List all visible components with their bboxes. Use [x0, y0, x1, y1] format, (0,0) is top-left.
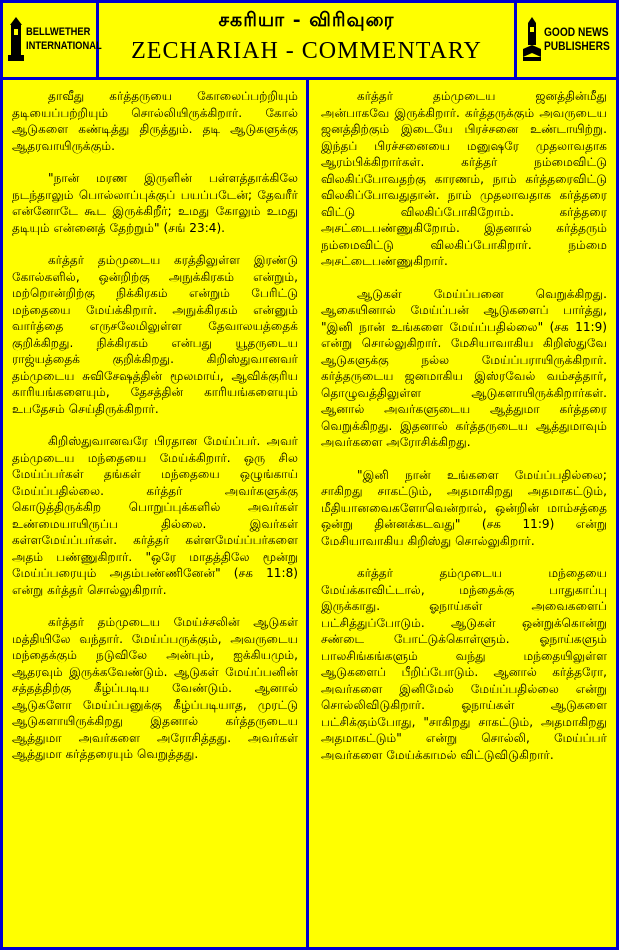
title-english: ZECHARIAH - COMMENTARY — [131, 38, 482, 64]
publisher-logo-right — [514, 3, 616, 77]
paragraph: ஆடுகள் மேய்ப்பனை வெறுக்கிறது. ஆகையினால் மேய்ப்பன் ஆடுகளைப் பார்த்து, "இனி நான் உங்களை மேய்ப்பதில்லை" (சக 11:9) என்று சொல்லுகிறார். மேசியாவாகிய கிறிஸ்துவே ஆடுகளுக்கு நல்ல மேய்ப்பராயிருக்கிறார். கர்த்தருடைய ஜனமாகிய இஸ்ரவேல் வம்சத்தார், தொழுவத்திலுள்ள ஆடுகளாயிருக்கிறார்கள். ஆனால் அவர்களுடைய ஆத்துமா கர்த்தரை வெறுக்கிறது. இதனால் கர்த்தருடைய ஆத்துமாவும் அவர்களை அரோசிக்கிறது. — [321, 286, 607, 449]
paragraph: கர்த்தர் தம்முடைய கரத்திலுள்ள இரண்டு கோல்களில், ஒன்றிற்கு அநுக்கிரகம் என்றும், மற்றொன்றிற்கு நிக்கிரகம் என்றும் பேரிட்டு மந்தையை மேய்க்கிறார். அநுக்கிரகம் என்னும் வார்த்தை எருசலேமிலுள்ள தேவாலயத்தைக் குறிக்கிறது. நிக்கிரகம் என்பது யூதருடைய ராஜ்யத்தைக் குறிக்கிறது. கிறிஸ்துவானவர் தம்முடைய சுவிசேஷத்தின் மூலமாய், ஆவிக்குரிய காரியங்களையும், தேசத்தின் காரியங்களையும் உபதேசம் செய்திருக்கிறார். — [12, 253, 298, 416]
logo-left-line1: BELLWETHER — [26, 26, 91, 38]
logo-right-line1: GOOD NEWS — [544, 25, 609, 39]
paragraph: கிறிஸ்துவானவரே பிரதான மேய்ப்பர். அவர் தம்முடைய மந்தையை மேய்க்கிறார். ஒரு சில மேய்ப்பர்கள் தங்கள் மந்தையை ஒழுங்காய் மேய்ப்பதில்லை. கர்த்தர் அவர்களுக்கு கொடுத்திருக்கிற பொறுப்புக்களில் அவர்கள் உண்மையாயிருப்ப தில்லை. இவர்கள் கள்ளமேய்ப்பர்கள். கர்த்தர் கள்ளமேய்ப்பர்களை அதம் பண்ணுகிறார். "ஒரே மாதத்திலே மூன்று மேய்ப்பரையும் அதம்பண்ணினேன்" (சக 11:8) என்று கர்த்தர் சொல்லுகிறார். — [12, 434, 298, 597]
right-column — [321, 88, 607, 763]
title-tamil: சகரியா - விரிவுரை — [218, 9, 395, 31]
paragraph: கர்த்தர் தம்முடைய மேய்ச்சலின் ஆடுகள் மத்தியிலே வந்தார். மேய்ப்பருக்கும், அவருடைய மந்தைக்கும் நடுவிலே அன்பும், ஐக்கியமும், ஆதரவும் இருக்கவேண்டும். ஆடுகள் மேய்ப்பனின் சத்தத்திற்கு கீழ்ப்படிய வேண்டும். ஆனால் ஆடுகளோ மேய்ப்பனுக்கு கீழ்ப்படியாத, முரட்டு ஆடுகளாயிருக்கிறது இதனால் கர்த்தருடைய ஆத்துமா அவர்களை அரோசித்தது. அவர்கள் ஆத்துமா கர்த்தரையும் வெறுத்தது. — [12, 615, 298, 761]
paragraph: "இனி நான் உங்களை மேய்ப்பதில்லை; சாகிறது சாகட்டும், அதமாகிறது அதமாகட்டும், மீதியானவைகளோவென்றால், ஒன்றின் மாம்சத்தை ஒன்று தின்னக்கடவது" (சக 11:9) என்று மேசியாவாகிய கிறிஸ்து சொல்லுகிறார். — [321, 467, 607, 548]
paragraph: தாவீது கர்த்தருயை கோலைப்பற்றியும் தடியைப்பற்றியும் சொல்லியிருக்கிறார். கோல் ஆடுகளை கண்டித்து திருத்தும். தடி ஆடுகளுக்கு ஆதரவாயிருக்கும். — [12, 89, 298, 153]
logo-right-line2: PUBLISHERS — [544, 39, 610, 53]
column-divider — [306, 80, 309, 950]
logo-left-line2: INTERNATIONAL — [26, 40, 102, 52]
page-header — [99, 3, 514, 77]
bell-tower-icon — [8, 17, 24, 61]
paragraph: "நான் மரண இருளின் பள்ளத்தாக்கிலே நடந்தாலும் பொல்லாப்புக்குப் பயப்படேன்; தேவரீர் என்னோடே கூட இருக்கிறீர்; உமது கோலும் உமது தடியும் என்னைத் தேற்றும்" (சங் 23:4). — [12, 171, 298, 235]
left-column — [12, 88, 298, 763]
book-lamp-icon — [523, 17, 541, 61]
paragraph: கர்த்தர் தம்முடைய ஜனத்தின்மீது அன்பாகவே இருக்கிறார். கர்த்தருக்கும் அவருடைய ஜனத்திற்கும் இடையே பிரச்சனை உண்டாயிற்று. இந்தப் பிரச்சனையை மனுஷரே முதலாவதாக ஆரம்பிக்கிறார்கள். கர்த்தர் நம்மைவிட்டு விலகிப்போவதற்கு காரணம், நாம் கர்த்தரைவிட்டு விலகிப்போவதுதான். நாம் முதலாவதாக கர்த்தரை விட்டு விலகிப்போகிறோம். கர்த்தரை அசட்டைபண்ணுகிறோம். இதனால் கர்த்தரும் நம்மைவிட்டு விலகிப்போகிறார். நம்மை அசட்டைபண்ணுகிறார். — [321, 89, 607, 268]
header-divider — [0, 77, 619, 80]
paragraph: கர்த்தர் தம்முடைய மந்தையை மேய்க்காவிட்டால், மந்தைக்கு பாதுகாப்பு இருக்காது. ஓநாய்கள் அவைகளைப் பட்சித்துப்போடும். ஆடுகள் ஒன்றுக்கொன்று சண்டை போட்டுக்கொள்ளும். ஓநாய்களும் பாலசிங்கங்களும் வந்து மந்தையிலுள்ள ஆடுகளைப் பீறிப்போடும். ஆனால் கர்த்தரோ, அவர்களை இனிமேல் மேய்ப்பதில்லை என்று சொல்லிவிடுகிறார். ஓநாய்கள் ஆடுகளை பட்சிக்கும்போது, "சாகிறது சாகட்டும், அதமாகிறது அதமாகட்டும்" என்று சொல்லி, மேய்ப்பர் அவர்களை மேய்க்காமல் விட்டுவிடுகிறார். — [321, 566, 607, 762]
publisher-logo-left — [3, 3, 102, 77]
